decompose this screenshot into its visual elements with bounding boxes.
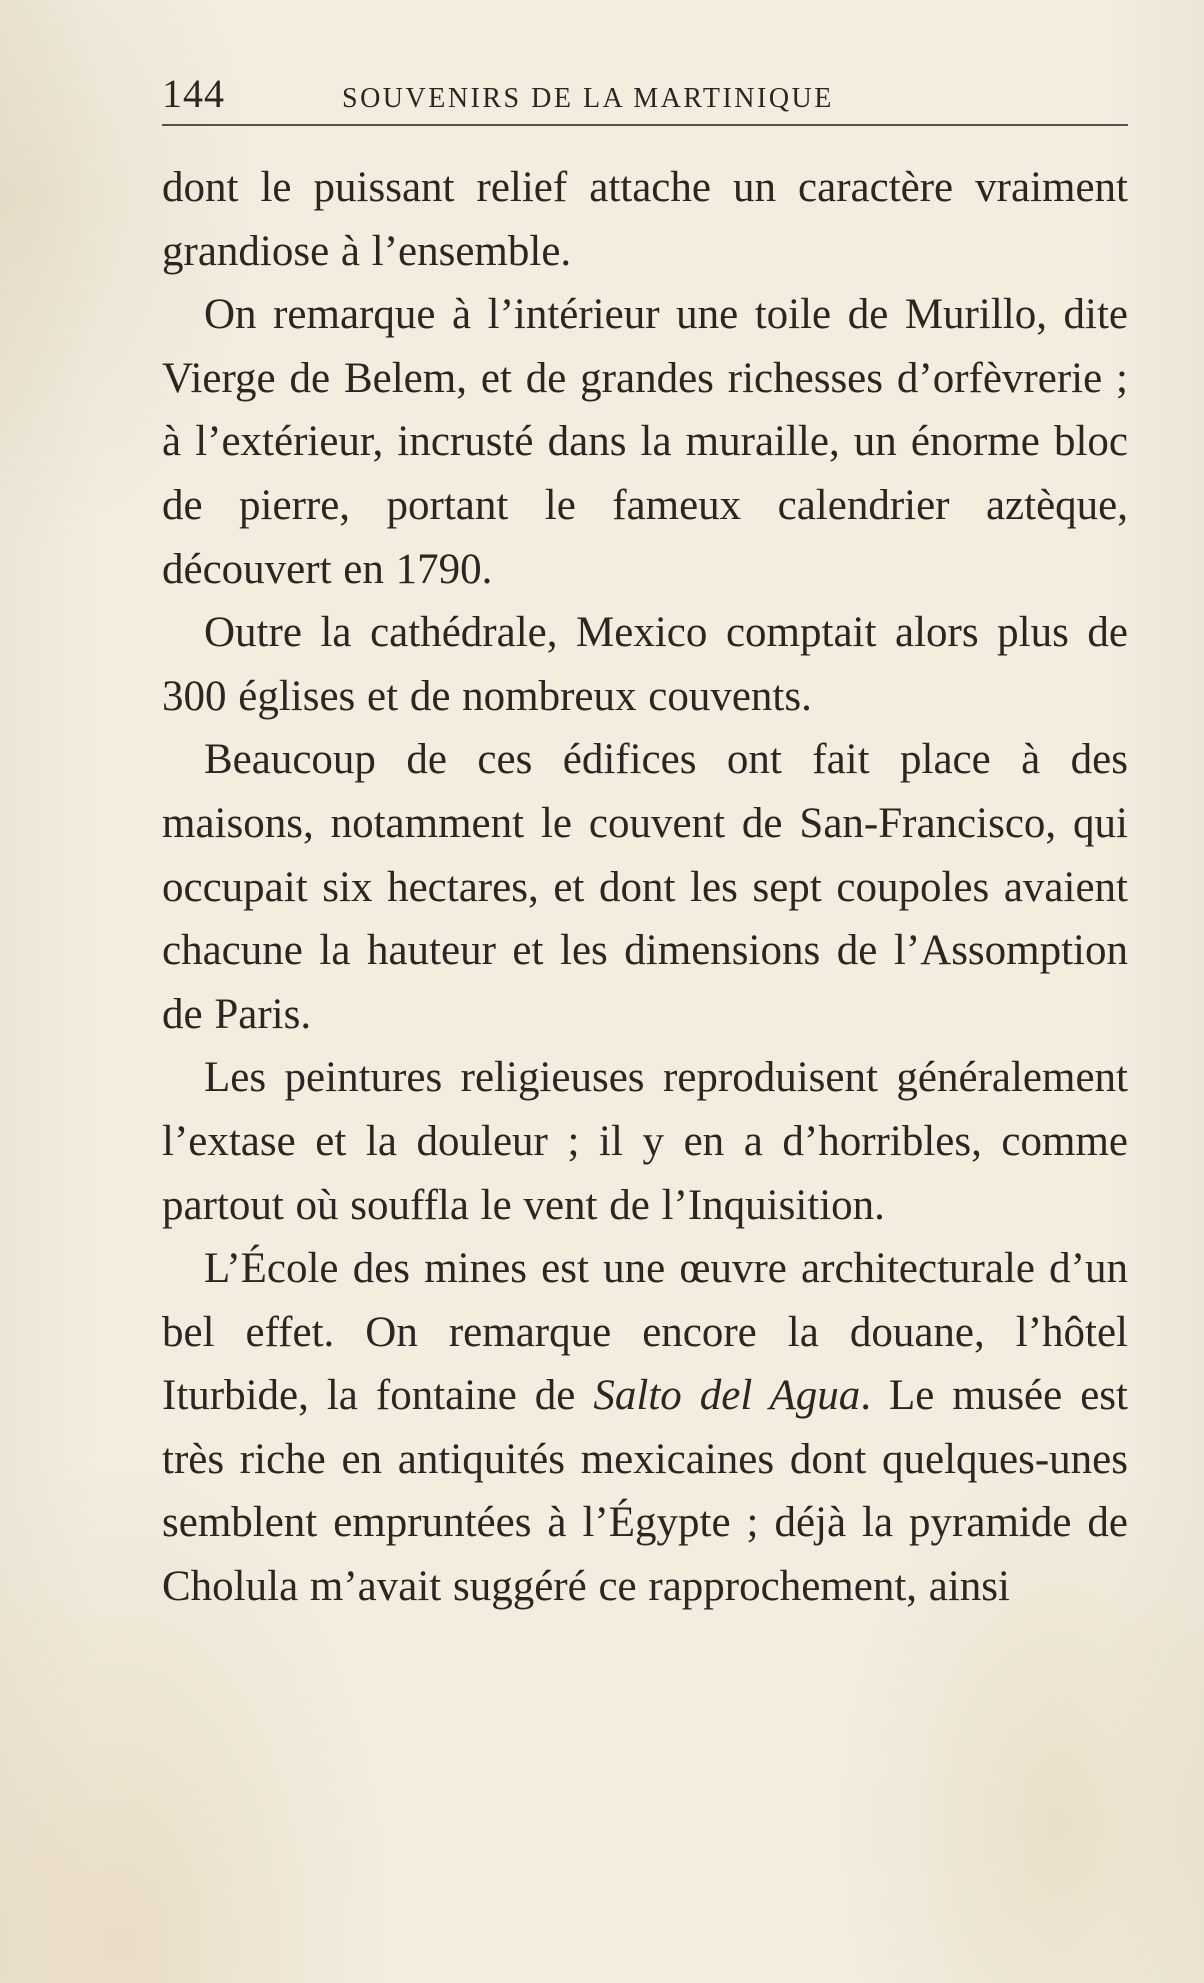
paragraph-paintings: Les peintures religieuses reproduisent généralement l’extase et la douleur ; il y en a d’horribles, comme partout où souffla le vent de l’Inquisition.: [162, 1054, 1128, 1229]
book-page: [162, 70, 1128, 1619]
body-text: [162, 156, 1128, 1619]
page-number: 144: [162, 71, 225, 116]
italic-place-name: Salto del Agua: [593, 1372, 861, 1420]
paragraph-murillo: On remarque à l’intérieur une toile de Murillo, dite Vierge de Belem, et de grandes richesses d’orfèvrerie ; à l’extérieur, incrusté dans la muraille, un énorme bloc de pierre, portant le fameux calendrier aztèque, découvert en 1790.: [162, 291, 1128, 593]
paragraph-ecole-des-mines: [162, 1237, 1128, 1619]
paragraph-convents: Beaucoup de ces édifices ont fait place à des maisons, notamment le couvent de San-Francisco, qui occupait six hectares, et dont les sept coupoles avaient chacune la hauteur et les dimensions de l’Assomption de Paris.: [162, 736, 1128, 1038]
paragraph-churches: Outre la cathédrale, Mexico comptait alors plus de 300 églises et de nombreux couvents.: [162, 609, 1128, 720]
paragraph-text-after: . Le musée est très riche en antiquités mexicaines dont quelques-unes semblent empruntées à l’Égypte ; déjà la pyramide de Cholula m’avait suggéré ce rapprochement, ainsi: [162, 1372, 1128, 1611]
running-head: [162, 70, 1128, 126]
running-title: SOUVENIRS DE LA MARTINIQUE: [342, 83, 834, 114]
paragraph-continued: dont le puissant relief attache un caractère vraiment grandiose à l’ensemble.: [162, 164, 1128, 275]
paragraph-text-before: L’École des mines est une œuvre architecturale d’un bel effet. On remarque encore la douane, l’hôtel Iturbide, la fontaine de: [162, 1245, 1128, 1420]
